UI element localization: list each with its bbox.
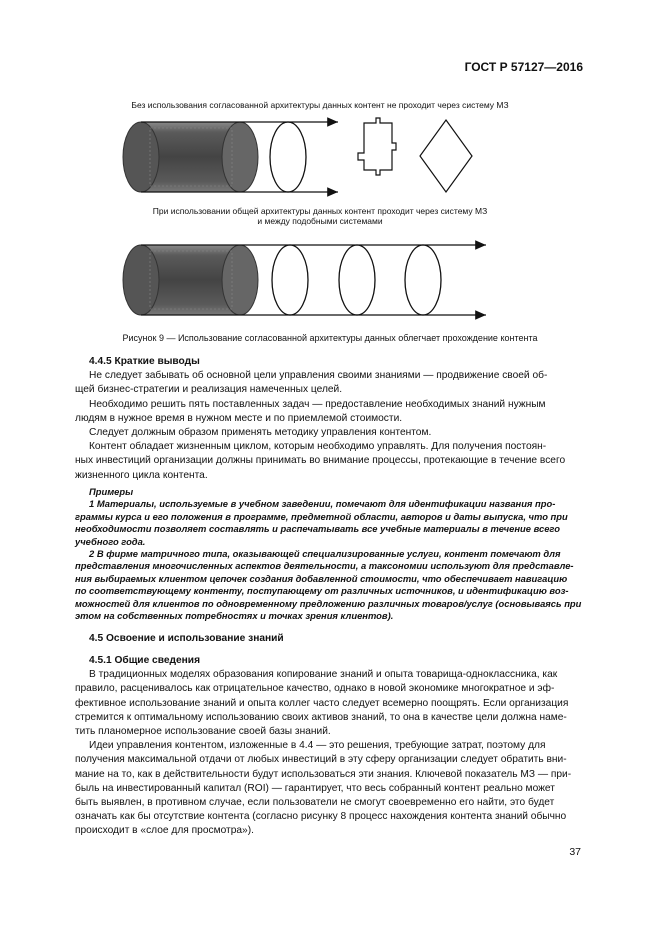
top-cylinder (123, 122, 258, 192)
text-line: по соответствующему контенту, поступающему от различных источников, и идентификацию воз- (75, 585, 569, 597)
standard-number: ГОСТ Р 57127—2016 (464, 60, 583, 74)
text-line: В традиционных моделях образования копирование знаний и опыта товарища-одноклассника, как (89, 669, 558, 681)
section-heading: 4.4.5 Краткие выводы (89, 356, 200, 367)
bottom-cylinder (123, 245, 258, 315)
page-number: 37 (569, 846, 581, 858)
text-line: людям в нужное время в нужном месте и по приемлемой стоимости. (75, 412, 403, 424)
text-line: необходимости позволяет составлять и распечатывать все учебные материалы в течение всего (75, 523, 560, 535)
text-line: Следует должным образом применять методику управления контентом. (89, 427, 432, 439)
text-line: щей бизнес-стратегии и реализация намеченных целей. (75, 384, 343, 396)
figure-caption: Рисунок 9 — Использование согласованной архитектуры данных облегчает прохождение контента (122, 333, 538, 343)
text-line: представления многочисленных аспектов деятельности, а таксономии используют для представле- (75, 560, 574, 572)
text-line: учебного года. (75, 535, 146, 547)
section-heading: 4.5 Освоение и использование знаний (89, 633, 284, 644)
section-4-5-1 (75, 654, 583, 839)
text-line: означать как бы отсутствие контента (согласно рисунку 8 процесс нахождения контента знаний обычно (75, 811, 567, 823)
text-line: правило, расценивалось как отрицательное качество, однако в новой экономике многократное и эф- (75, 683, 555, 695)
text-line: этом на собственных потребностях и точках зрения клиентов). (75, 610, 394, 622)
text-line: происходит в «слое для просмотра»). (75, 825, 254, 837)
section-4-5 (75, 632, 583, 646)
top-ellipse-system (270, 122, 306, 192)
text-line: 2 В фирме матричного типа, оказывающей специализированные услуги, контент помечают для (89, 548, 561, 560)
text-line: ных инвестиций организации должны принимать во внимание процессы, протекающие в течение всего (75, 455, 566, 467)
text-line: быль на инвестированный капитал (ROI) — гарантирует, что весь собранный контент реально может (75, 782, 555, 794)
cross-shape (358, 118, 396, 175)
section-4-4-5 (75, 355, 583, 483)
figure-top-caption: Без использования согласованной архитектуры данных контент не проходит через систему МЗ (131, 100, 509, 110)
text-line: можностей для клиентов по одновременному предложению различных товаров/услуг (основываясь при (75, 597, 582, 609)
text-line: жизненного цикла контента. (75, 469, 208, 481)
text-line: Не следует забывать об основной цели управления своими знаниями — продвижение своей об- (89, 370, 548, 382)
text-line: тить планомерное использование своей базы знаний. (75, 726, 331, 738)
bottom-ellipse-3 (405, 245, 441, 315)
figure-9-diagram (0, 0, 661, 340)
text-line: 1 Материалы, используемые в учебном заведении, помечают для идентификации названия про- (89, 498, 556, 510)
bottom-ellipse-2 (339, 245, 375, 315)
text-line: получения максимальной отдачи от любых инвестиций в эту сферу организации следует обратить вни- (75, 754, 567, 766)
text-line: Контент обладает жизненным циклом, которым необходимо управлять. Для получения постоян- (89, 441, 547, 453)
bottom-ellipse-1 (272, 245, 308, 315)
text-line: стремится к оптимальному использованию своих активов знаний, то она в качестве цели должна наме- (75, 711, 567, 723)
text-line: Необходимо решить пять поставленных задач — предоставление необходимых знаний нужным (89, 398, 546, 410)
diamond-shape (420, 120, 472, 192)
figure-middle-caption: При использовании общей архитектуры данных контент проходит через систему МЗ и между подобными системами (152, 206, 488, 226)
text-line: фективное использование знаний и опыта коллег часто следует всемерно поощрять. Если организация (75, 697, 569, 709)
text-line: ния выбираемых клиентом цепочек создания добавленной стоимости, что обеспечивает навигацию (75, 572, 568, 584)
text-line: Идеи управления контентом, изложенные в 4.4 — это решения, требующие затрат, поэтому для (89, 740, 546, 752)
text-line: мание на то, как в действительности будут использоваться эти знания. Ключевой показатель МЗ — при- (75, 768, 572, 780)
text-line: быть выявлен, в противном случае, если пользователи не смогут своевременно его найти, это будет (75, 797, 555, 809)
examples-title: Примеры (89, 486, 134, 497)
section-heading: 4.5.1 Общие сведения (89, 655, 201, 666)
text-line: граммы курса и его положения в программе, предметной области, авторов и даты выпуска, что при (75, 510, 568, 522)
examples-block (75, 486, 583, 622)
